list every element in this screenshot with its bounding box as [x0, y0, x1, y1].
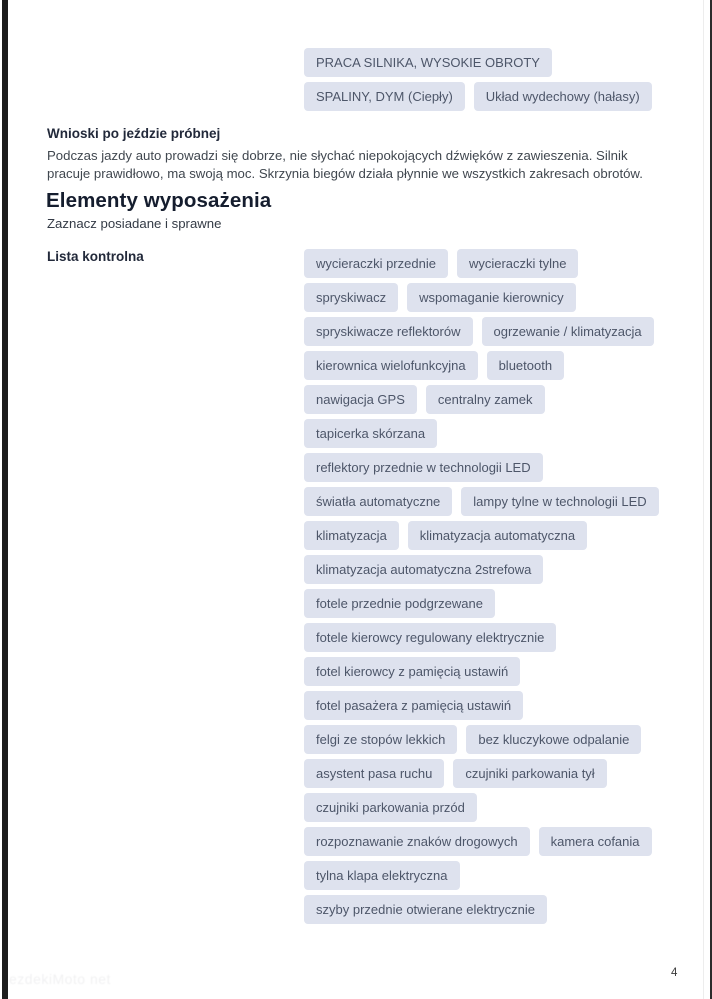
- test-drive-status-tags: [304, 48, 661, 116]
- checklist-item-chip[interactable]: światła automatyczne: [304, 487, 452, 516]
- status-tag-chip[interactable]: PRACA SILNIKA, WYSOKIE OBROTY: [304, 48, 552, 77]
- checklist-item-chip[interactable]: fotele kierowcy regulowany elektrycznie: [304, 623, 556, 652]
- checklist-item-chip[interactable]: klimatyzacja automatyczna 2strefowa: [304, 555, 543, 584]
- chip-row: [304, 827, 668, 856]
- watermark-text: ezdekiMoto net: [9, 971, 111, 987]
- chip-row: [304, 283, 668, 312]
- chip-row: [304, 249, 668, 278]
- page-right-faint-edge: [703, 0, 704, 999]
- checklist-item-chip[interactable]: wycieraczki tylne: [457, 249, 579, 278]
- equipment-section-subtitle: Zaznacz posiadane i sprawne: [47, 216, 222, 231]
- checklist-item-chip[interactable]: rozpoznawanie znaków drogowych: [304, 827, 530, 856]
- checklist-item-chip[interactable]: fotel kierowcy z pamięcią ustawiń: [304, 657, 520, 686]
- chip-row: [304, 759, 668, 788]
- chip-row: [304, 725, 668, 754]
- chip-row: [304, 895, 668, 924]
- chip-row: [304, 589, 668, 618]
- chip-row: [304, 657, 668, 686]
- checklist-item-chip[interactable]: bluetooth: [487, 351, 565, 380]
- checklist-item-chip[interactable]: szyby przednie otwierane elektrycznie: [304, 895, 547, 924]
- chip-row: [304, 555, 668, 584]
- checklist-item-chip[interactable]: felgi ze stopów lekkich: [304, 725, 457, 754]
- checklist-label: Lista kontrolna: [47, 249, 144, 264]
- equipment-checklist: [304, 249, 668, 929]
- checklist-item-chip[interactable]: centralny zamek: [426, 385, 545, 414]
- checklist-item-chip[interactable]: lampy tylne w technologii LED: [461, 487, 658, 516]
- checklist-item-chip[interactable]: wspomaganie kierownicy: [407, 283, 576, 312]
- status-tag-chip[interactable]: SPALINY, DYM (Ciepły): [304, 82, 465, 111]
- checklist-item-chip[interactable]: bez kluczykowe odpalanie: [466, 725, 641, 754]
- status-tag-chip[interactable]: Układ wydechowy (hałasy): [474, 82, 652, 111]
- checklist-item-chip[interactable]: ogrzewanie / klimatyzacja: [482, 317, 654, 346]
- checklist-item-chip[interactable]: kierownica wielofunkcyjna: [304, 351, 478, 380]
- chip-row: [304, 453, 668, 482]
- checklist-item-chip[interactable]: reflektory przednie w technologii LED: [304, 453, 543, 482]
- checklist-item-chip[interactable]: czujniki parkowania przód: [304, 793, 477, 822]
- chip-row: [304, 861, 668, 890]
- page-left-edge: [2, 0, 8, 999]
- chip-row: [304, 487, 668, 516]
- chip-row: [304, 48, 661, 77]
- checklist-item-chip[interactable]: nawigacja GPS: [304, 385, 417, 414]
- checklist-item-chip[interactable]: czujniki parkowania tył: [453, 759, 606, 788]
- chip-row: [304, 691, 668, 720]
- checklist-item-chip[interactable]: klimatyzacja: [304, 521, 399, 550]
- checklist-item-chip[interactable]: fotele przednie podgrzewane: [304, 589, 495, 618]
- page-number: 4: [671, 967, 678, 979]
- checklist-item-chip[interactable]: klimatyzacja automatyczna: [408, 521, 587, 550]
- conclusions-heading: Wnioski po jeździe próbnej: [47, 126, 221, 141]
- chip-row: [304, 623, 668, 652]
- conclusions-paragraph: Podczas jazdy auto prowadzi się dobrze, nie słychać niepokojących dźwięków z zawieszenia. Silnik pracuje prawidłowo, ma swoją moc. Skrzynia biegów działa płynnie we wszystkich zakresach obrotów.: [47, 148, 643, 181]
- checklist-item-chip[interactable]: fotel pasażera z pamięcią ustawiń: [304, 691, 523, 720]
- equipment-section-title: Elementy wyposażenia: [46, 189, 272, 212]
- chip-row: [304, 351, 668, 380]
- checklist-item-chip[interactable]: asystent pasa ruchu: [304, 759, 444, 788]
- chip-row: [304, 521, 668, 550]
- chip-row: [304, 82, 661, 111]
- checklist-item-chip[interactable]: spryskiwacze reflektorów: [304, 317, 473, 346]
- checklist-item-chip[interactable]: tapicerka skórzana: [304, 419, 437, 448]
- chip-row: [304, 385, 668, 414]
- chip-row: [304, 317, 668, 346]
- chip-row: [304, 793, 668, 822]
- checklist-item-chip[interactable]: wycieraczki przednie: [304, 249, 448, 278]
- checklist-item-chip[interactable]: tylna klapa elektryczna: [304, 861, 460, 890]
- checklist-item-chip[interactable]: kamera cofania: [539, 827, 652, 856]
- chip-row: [304, 419, 668, 448]
- checklist-item-chip[interactable]: spryskiwacz: [304, 283, 398, 312]
